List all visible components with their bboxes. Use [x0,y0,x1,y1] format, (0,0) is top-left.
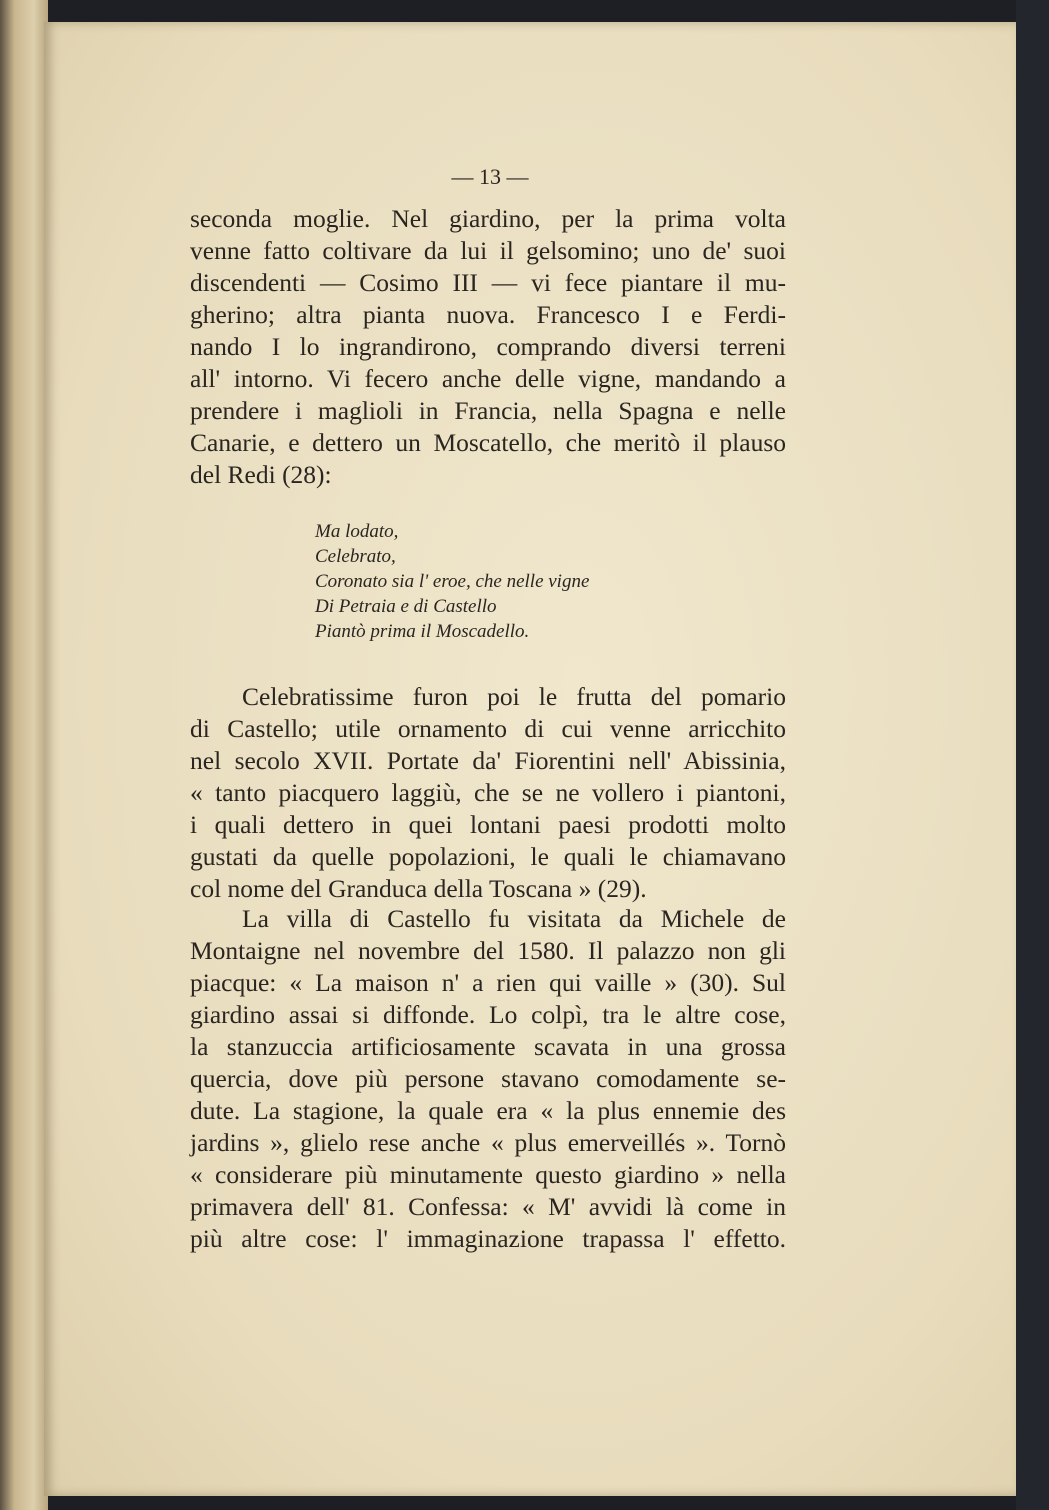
poem-line: Celebrato, [315,546,396,567]
scan-background [1016,0,1049,1510]
text-line: seconda moglie. Nel giardino, per la prima volta [190,204,786,233]
text-line: jardins », glielo rese anche « plus emerveillés ». Tornò [190,1128,786,1157]
text-line: Celebratissime furon poi le frutta del pomario [242,682,786,711]
text-line: Canarie, e dettero un Moscatello, che meritò il plauso [190,428,786,457]
text-line: la stanzuccia artificiosamente scavata in una grossa [190,1032,786,1061]
text-line: dute. La stagione, la quale era « la plus ennemie des [190,1096,786,1125]
text-line: « tanto piacquero laggiù, che se ne vollero i piantoni, [190,778,786,807]
text-line: giardino assai si diffonde. Lo colpì, tra le altre cose, [190,1000,786,1029]
paragraph-3 [190,903,786,1255]
text-line: « considerare più minutamente questo giardino » nella [190,1160,786,1189]
text-line: nel secolo XVII. Portate da' Fiorentini nell' Abissinia, [190,746,786,775]
text-line: nando I lo ingrandirono, comprando diversi terreni [190,332,786,361]
text-line: quercia, dove più persone stavano comodamente se- [190,1064,786,1093]
poem-line: Ma lodato, [315,521,399,542]
text-line: gherino; altra pianta nuova. Francesco I e Ferdi- [190,300,786,329]
poem-line: Piantò prima il Moscadello. [315,621,530,642]
text-line: col nome del Granduca della Toscana » (29). [190,874,647,903]
text-line: prendere i maglioli in Francia, nella Spagna e nelle [190,396,786,425]
paragraph-2 [190,681,786,905]
text-line: all' intorno. Vi fecero anche delle vigne, mandando a [190,364,786,393]
text-line: primavera dell' 81. Confessa: « M' avvidi là come in [190,1192,786,1221]
poem-quote [315,519,589,644]
text-line: La villa di Castello fu visitata da Michele de [242,904,786,933]
text-line: piacque: « La maison n' a rien qui vaille » (30). Sul [190,968,786,997]
text-line: gustati da quelle popolazioni, le quali le chiamavano [190,842,786,871]
text-line: discendenti — Cosimo III — vi fece piantare il mu- [190,268,786,297]
page-number: — 13 — [451,164,529,189]
text-line: venne fatto coltivare da lui il gelsomino; uno de' suoi [190,236,786,265]
adjacent-page-edge [0,0,48,1510]
text-line: Montaigne nel novembre del 1580. Il palazzo non gli [190,936,786,965]
text-line: di Castello; utile ornamento di cui venne arricchito [190,714,786,743]
paragraph-1 [190,203,786,491]
text-line: più altre cose: l' immaginazione trapassa l' effetto. [190,1224,786,1253]
poem-line: Di Petraia e di Castello [315,596,497,617]
text-line: del Redi (28): [190,460,332,489]
text-line: i quali dettero in quei lontani paesi prodotti molto [190,810,786,839]
poem-line: Coronato sia l' eroe, che nelle vigne [315,571,590,592]
